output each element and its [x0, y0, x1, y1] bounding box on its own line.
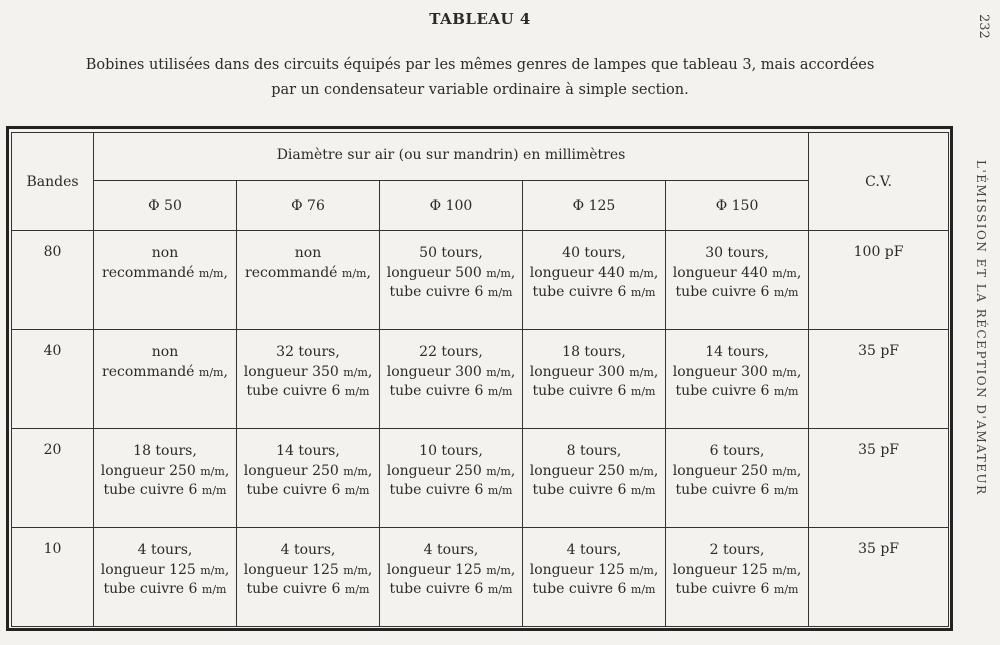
coil-spec-line [237, 481, 379, 501]
unit-label: m/m [487, 385, 513, 398]
running-head: L'ÉMISSION ET LA RÉCEPTION D'AMATEUR [974, 160, 988, 496]
coil-spec-line: recommandé m/m, [245, 264, 371, 281]
coil-cell [94, 528, 237, 627]
coil-cell [523, 429, 666, 528]
unit-label: m/m [630, 484, 656, 497]
coil-spec-line [94, 481, 236, 501]
coil-spec-line: longueur 300 m/m, [672, 363, 802, 380]
coil-spec-text: tube cuivre 6 [246, 581, 341, 597]
unit-label: m/m [343, 365, 368, 379]
coil-spec-text: tube cuivre 6 [389, 383, 484, 399]
coil-spec-line [94, 580, 236, 600]
header-diameter: Φ 76 [237, 181, 380, 231]
coil-cell [523, 528, 666, 627]
unit-label: m/m [487, 484, 513, 497]
coil-spec-text: tube cuivre 6 [532, 482, 627, 498]
coil-spec-text: recommandé [102, 363, 195, 380]
unit-label: m/m [343, 563, 368, 577]
coil-spec-line [380, 580, 522, 600]
coil-spec-text: tube cuivre 6 [389, 581, 484, 597]
coil-spec-line [666, 244, 808, 264]
unit-label: m/m [198, 365, 224, 379]
unit-label: m/m [486, 563, 511, 577]
unit-label: m/m [629, 266, 654, 280]
coil-cell [523, 330, 666, 429]
coil-spec-line [94, 541, 236, 561]
coil-spec-text: tube cuivre 6 [389, 482, 484, 498]
coil-spec-text: longueur 500 [386, 264, 482, 281]
coil-cell [237, 429, 380, 528]
coil-spec-line: longueur 300 m/m, [529, 363, 659, 380]
coil-spec-line [666, 382, 808, 402]
table-row [12, 429, 949, 528]
unit-label: m/m [344, 484, 370, 497]
table-row [12, 528, 949, 627]
band-cell: 10 [12, 528, 94, 627]
cv-cell: 100 pF [809, 231, 949, 330]
coil-spec-line [94, 244, 236, 264]
coil-spec-text: 18 tours, [133, 443, 197, 459]
unit-label: m/m [486, 464, 511, 478]
coil-cell [380, 528, 523, 627]
coil-spec-text: 40 tours, [562, 245, 626, 261]
coil-spec-text: non [151, 344, 179, 360]
coil-spec-line: longueur 500 m/m, [386, 264, 516, 281]
coil-spec-text: tube cuivre 6 [103, 482, 198, 498]
coil-cell [380, 231, 523, 330]
coil-spec-text: tube cuivre 6 [675, 383, 770, 399]
unit-label: m/m [487, 583, 513, 596]
coil-spec-text: 4 tours, [566, 542, 622, 558]
coil-spec-text: 4 tours, [423, 542, 479, 558]
coil-spec-text: longueur 125 [386, 561, 482, 578]
coil-spec-line: longueur 250 m/m, [100, 462, 230, 479]
coil-cell [94, 330, 237, 429]
coil-spec-line [380, 244, 522, 264]
page-title: TABLEAU 4 [429, 10, 531, 28]
coil-spec-line [523, 442, 665, 462]
header-diameter: Φ 150 [666, 181, 809, 231]
coil-spec-line [380, 541, 522, 561]
coil-spec-line: longueur 250 m/m, [672, 462, 802, 479]
unit-label: m/m [773, 286, 799, 299]
coil-spec-text: tube cuivre 6 [246, 383, 341, 399]
coil-spec-line [523, 382, 665, 402]
coil-spec-line: longueur 125 m/m, [386, 561, 516, 578]
table-row [12, 231, 949, 330]
cv-cell: 35 pF [809, 330, 949, 429]
coil-spec-line [666, 541, 808, 561]
coil-spec-text: tube cuivre 6 [389, 284, 484, 300]
coil-spec-line: longueur 250 m/m, [243, 462, 373, 479]
coil-spec-text: longueur 125 [529, 561, 625, 578]
coil-cell [237, 231, 380, 330]
coil-spec-text: recommandé [245, 264, 338, 281]
coil-spec-line [666, 442, 808, 462]
coil-cell [380, 429, 523, 528]
coil-spec-line [523, 244, 665, 264]
unit-label: m/m [773, 484, 799, 497]
coil-spec-line [237, 382, 379, 402]
coil-spec-line [523, 343, 665, 363]
coil-spec-text: non [294, 245, 322, 261]
coil-spec-line [237, 442, 379, 462]
coil-spec-text: longueur 300 [672, 363, 768, 380]
coil-spec-line [523, 580, 665, 600]
header-diameter: Φ 50 [94, 181, 237, 231]
unit-label: m/m [630, 286, 656, 299]
unit-label: m/m [629, 464, 654, 478]
coil-spec-line [523, 541, 665, 561]
coil-cell [523, 231, 666, 330]
coil-spec-line [523, 481, 665, 501]
coil-spec-text: longueur 250 [529, 462, 625, 479]
coil-spec-text: 18 tours, [562, 344, 626, 360]
coil-spec-line [237, 541, 379, 561]
coil-spec-text: 32 tours, [276, 344, 340, 360]
header-diameter: Φ 100 [380, 181, 523, 231]
coil-spec-line: longueur 300 m/m, [386, 363, 516, 380]
header-diameter: Φ 125 [523, 181, 666, 231]
coil-cell [94, 231, 237, 330]
table-caption [30, 53, 930, 103]
unit-label: m/m [344, 385, 370, 398]
unit-label: m/m [772, 563, 797, 577]
coil-spec-text: tube cuivre 6 [246, 482, 341, 498]
coil-spec-line: longueur 250 m/m, [386, 462, 516, 479]
caption-line-1: Bobines utilisées dans des circuits équipés par les mêmes genres de lampes que tableau 3, mais accordées [85, 57, 875, 73]
coil-spec-text: longueur 125 [672, 561, 768, 578]
coil-cell [94, 429, 237, 528]
coil-spec-text: longueur 440 [672, 264, 768, 281]
coil-spec-text: tube cuivre 6 [675, 284, 770, 300]
coil-spec-text: longueur 250 [243, 462, 339, 479]
coil-spec-line [666, 343, 808, 363]
coil-spec-line [380, 481, 522, 501]
coil-spec-text: recommandé [102, 264, 195, 281]
coil-spec-text: 10 tours, [419, 443, 483, 459]
coil-spec-text: longueur 250 [672, 462, 768, 479]
coil-spec-text: 14 tours, [276, 443, 340, 459]
coil-spec-text: 50 tours, [419, 245, 483, 261]
unit-label: m/m [198, 266, 224, 280]
coil-spec-text: longueur 440 [529, 264, 625, 281]
band-cell: 20 [12, 429, 94, 528]
cv-cell: 35 pF [809, 429, 949, 528]
unit-label: m/m [630, 385, 656, 398]
coil-spec-text: 8 tours, [566, 443, 622, 459]
unit-label: m/m [772, 266, 797, 280]
coil-spec-text: tube cuivre 6 [532, 383, 627, 399]
unit-label: m/m [486, 365, 511, 379]
coil-spec-line [380, 343, 522, 363]
coil-spec-text: longueur 250 [386, 462, 482, 479]
coil-cell [237, 528, 380, 627]
coil-spec-line: longueur 250 m/m, [529, 462, 659, 479]
coil-spec-line: longueur 125 m/m, [100, 561, 230, 578]
coil-spec-line: longueur 350 m/m, [243, 363, 373, 380]
coil-spec-line: longueur 125 m/m, [529, 561, 659, 578]
coil-cell [666, 231, 809, 330]
coil-spec-line [666, 481, 808, 501]
coil-spec-text: tube cuivre 6 [532, 581, 627, 597]
coil-spec-line [237, 580, 379, 600]
table-row [12, 330, 949, 429]
unit-label: m/m [629, 563, 654, 577]
coil-spec-text: longueur 250 [100, 462, 196, 479]
coil-spec-line [380, 382, 522, 402]
unit-label: m/m [630, 583, 656, 596]
coil-spec-text: non [151, 245, 179, 261]
coil-spec-text: 22 tours, [419, 344, 483, 360]
coil-spec-line: longueur 125 m/m, [243, 561, 373, 578]
coil-spec-text: tube cuivre 6 [532, 284, 627, 300]
band-cell: 40 [12, 330, 94, 429]
coil-spec-line [666, 580, 808, 600]
coil-spec-text: 14 tours, [705, 344, 769, 360]
coil-spec-text: longueur 300 [386, 363, 482, 380]
coil-spec-text: tube cuivre 6 [103, 581, 198, 597]
coil-spec-line: longueur 440 m/m, [529, 264, 659, 281]
coil-spec-text: longueur 300 [529, 363, 625, 380]
coil-spec-text: longueur 125 [100, 561, 196, 578]
coil-spec-text: tube cuivre 6 [675, 581, 770, 597]
coil-spec-line: longueur 125 m/m, [672, 561, 802, 578]
coil-spec-line [380, 283, 522, 303]
coil-cell [380, 330, 523, 429]
unit-label: m/m [201, 583, 227, 596]
unit-label: m/m [341, 266, 367, 280]
unit-label: m/m [629, 365, 654, 379]
unit-label: m/m [200, 563, 225, 577]
coil-spec-text: 4 tours, [137, 542, 193, 558]
coil-spec-text: longueur 350 [243, 363, 339, 380]
unit-label: m/m [772, 365, 797, 379]
coil-cell [666, 429, 809, 528]
unit-label: m/m [773, 385, 799, 398]
coil-spec-text: 2 tours, [709, 542, 765, 558]
caption-line-2: par un condensateur variable ordinaire à simple section. [271, 82, 689, 98]
unit-label: m/m [486, 266, 511, 280]
coil-cell [666, 330, 809, 429]
coil-spec-line [94, 343, 236, 363]
coil-spec-text: longueur 125 [243, 561, 339, 578]
coil-spec-text: 6 tours, [709, 443, 765, 459]
unit-label: m/m [487, 286, 513, 299]
coil-cell [237, 330, 380, 429]
unit-label: m/m [773, 583, 799, 596]
coil-spec-line: longueur 440 m/m, [672, 264, 802, 281]
header-bandes: Bandes [12, 133, 94, 231]
coil-spec-line [237, 244, 379, 264]
unit-label: m/m [201, 484, 227, 497]
coil-spec-text: 30 tours, [705, 245, 769, 261]
unit-label: m/m [344, 583, 370, 596]
unit-label: m/m [200, 464, 225, 478]
band-cell: 80 [12, 231, 94, 330]
coil-cell [666, 528, 809, 627]
coil-spec-line [523, 283, 665, 303]
cv-cell: 35 pF [809, 528, 949, 627]
coil-spec-line [666, 283, 808, 303]
coil-table [11, 132, 949, 627]
unit-label: m/m [343, 464, 368, 478]
coil-spec-text: 4 tours, [280, 542, 336, 558]
coil-spec-line [380, 442, 522, 462]
coil-spec-line: recommandé m/m, [102, 264, 228, 281]
coil-spec-line [94, 442, 236, 462]
coil-spec-line: recommandé m/m, [102, 363, 228, 380]
header-cv: C.V. [809, 133, 949, 231]
coil-spec-text: tube cuivre 6 [675, 482, 770, 498]
page-number: 232 [976, 14, 991, 39]
unit-label: m/m [772, 464, 797, 478]
coil-spec-line [237, 343, 379, 363]
header-diametre: Diamètre sur air (ou sur mandrin) en millimètres [94, 133, 809, 181]
